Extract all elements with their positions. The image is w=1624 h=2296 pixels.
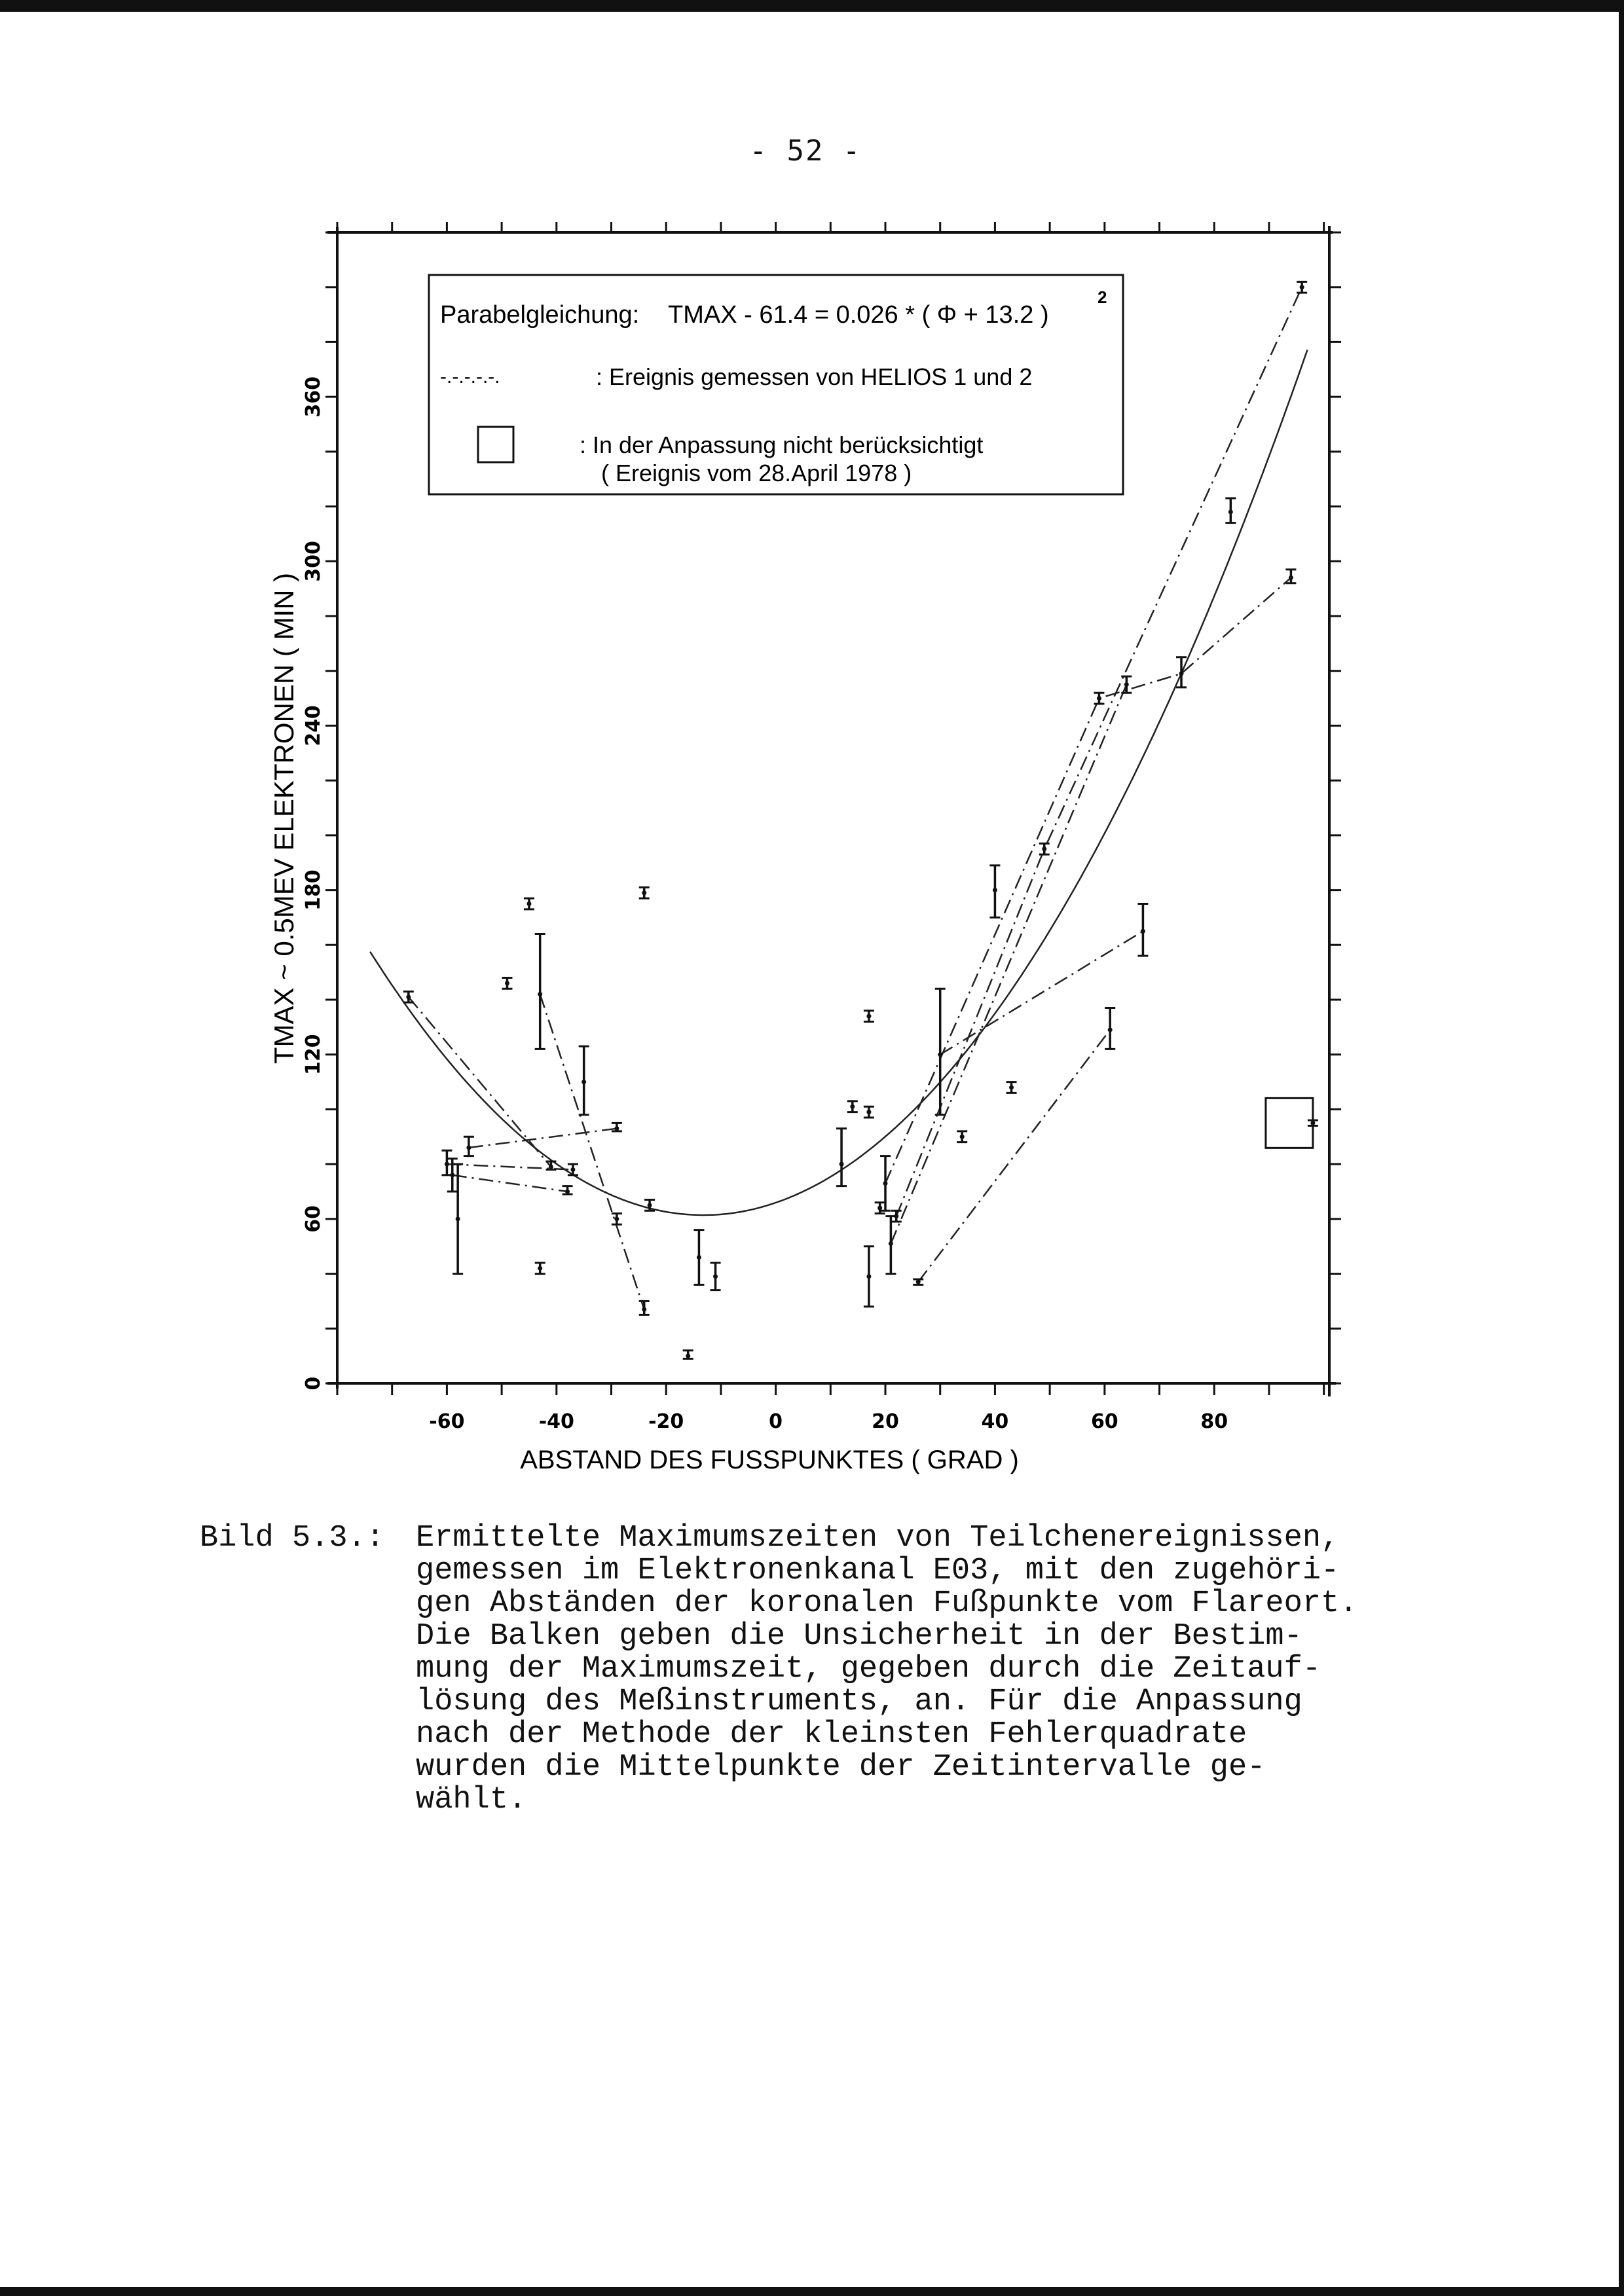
excluded-point-box: [1266, 1098, 1313, 1148]
data-point: [993, 888, 997, 892]
caption-line: Die Balken geben die Unsicherheit in der Bestim-: [416, 1619, 1302, 1654]
data-point: [445, 1162, 449, 1167]
y-tick-label: 240: [302, 705, 325, 746]
error-bar: [441, 1150, 452, 1175]
data-point: [894, 1214, 898, 1218]
error-bar: [885, 1216, 896, 1274]
caption-text: [416, 1522, 1357, 1817]
data-point: [938, 1052, 942, 1057]
error-bar: [639, 887, 650, 898]
data-point: [866, 1274, 871, 1279]
caption-label: Bild 5.3.:: [200, 1521, 385, 1556]
data-point: [538, 1266, 542, 1271]
error-bar: [864, 1106, 874, 1118]
error-bar: [535, 934, 545, 1049]
error-bar: [1094, 693, 1104, 704]
data-point: [1108, 1028, 1113, 1032]
data-point: [960, 1135, 965, 1139]
legend: [429, 275, 1123, 494]
x-tick-label: 20: [872, 1410, 899, 1433]
y-tick-label: 120: [302, 1034, 325, 1076]
legend-box-text-1: : In der Anpassung nicht berücksichtigt: [580, 431, 984, 458]
data-point: [456, 1216, 460, 1221]
caption-line: gemessen im Elektronenkanal E03, mit den zugehöri-: [416, 1554, 1340, 1588]
event-line: [409, 997, 551, 1167]
x-tick-label: -40: [538, 1410, 574, 1433]
error-bar: [535, 1263, 545, 1274]
x-tick-label: 0: [769, 1410, 783, 1433]
data-point: [614, 1126, 619, 1131]
x-tick-label: -60: [429, 1410, 465, 1433]
caption-line: Ermittelte Maximumszeiten von Teilchenereignissen,: [416, 1521, 1340, 1556]
legend-box-text-2: ( Ereignis vom 28.April 1978 ): [601, 460, 912, 486]
legend-dashdot-text: : Ereignis gemessen von HELIOS 1 und 2: [596, 363, 1033, 390]
error-bar: [1297, 282, 1307, 293]
legend-equation-label: Parabelgleichung:: [440, 301, 640, 329]
caption-line: nach der Methode der kleinsten Fehlerquadrate: [416, 1717, 1247, 1752]
error-bar: [464, 1137, 474, 1156]
data-point: [1097, 696, 1101, 701]
event-line: [469, 1129, 617, 1148]
data-point: [686, 1354, 690, 1358]
data-point: [1300, 285, 1304, 289]
data-point: [505, 981, 509, 985]
data-point: [450, 1173, 454, 1177]
page-number: - 52 -: [749, 134, 862, 168]
y-tick-label: 0: [302, 1376, 325, 1391]
legend-exponent: 2: [1098, 287, 1107, 307]
event-line: [940, 931, 1143, 1054]
y-tick-label: 60: [302, 1205, 325, 1233]
x-tick-label: 40: [981, 1410, 1009, 1433]
legend-equation: TMAX - 61.4 = 0.026 * ( Φ + 13.2 ): [668, 301, 1049, 329]
data-point: [883, 1181, 888, 1186]
axis-labels: [268, 573, 1019, 1474]
event-line: [540, 994, 644, 1309]
data-point: [406, 994, 411, 999]
error-bar: [612, 1123, 622, 1131]
error-bar: [502, 978, 512, 989]
event-line: [891, 685, 1126, 1244]
data-point: [850, 1104, 855, 1109]
error-bar: [1006, 1082, 1017, 1093]
error-bar: [913, 1279, 923, 1285]
error-bar: [1225, 498, 1236, 523]
data-point: [642, 890, 646, 895]
data-point: [877, 1206, 882, 1211]
data-point: [526, 902, 531, 906]
data-point: [1179, 671, 1184, 676]
error-bar: [1105, 1008, 1115, 1049]
data-point: [614, 1216, 619, 1221]
x-tick-label: 60: [1090, 1410, 1118, 1433]
caption-line: mung der Maximumszeit, gegeben durch die Zeitauf-: [416, 1652, 1321, 1686]
error-bar: [875, 1203, 885, 1214]
error-bar: [563, 1186, 573, 1195]
data-point: [916, 1280, 921, 1285]
error-bar: [693, 1230, 704, 1285]
error-bar: [957, 1131, 967, 1142]
caption-line: gen Abständen der koronalen Fußpunkte vom Flareort.: [416, 1586, 1358, 1621]
data-point: [581, 1080, 586, 1084]
x-axis-label: ABSTAND DES FUSSPUNKTES ( GRAD ): [520, 1446, 1019, 1474]
caption-line: wählt.: [416, 1783, 527, 1817]
data-point: [1289, 575, 1293, 580]
error-bar: [864, 1011, 874, 1022]
event-line: [452, 1175, 568, 1192]
error-bar: [710, 1263, 721, 1290]
data-point: [642, 1307, 646, 1311]
error-bar: [847, 1101, 858, 1112]
error-bar: [612, 1213, 622, 1224]
y-axis-label: TMAX ~ 0.5MEV ELEKTRONEN ( MIN ): [268, 572, 299, 1065]
error-bar: [1039, 843, 1050, 854]
data-point: [889, 1241, 893, 1246]
error-bar: [452, 1164, 463, 1273]
legend-dashdot-symbol: -.-.-.-.-.: [440, 366, 500, 388]
data-point: [648, 1203, 652, 1207]
x-tick-label: -20: [648, 1410, 684, 1433]
event-line: [918, 1030, 1110, 1282]
error-bar: [864, 1247, 874, 1307]
error-bar: [639, 1301, 650, 1315]
data-point: [1124, 682, 1129, 687]
scan-border-bottom: [0, 2287, 1624, 2296]
data-point: [1228, 509, 1233, 514]
excluded-marker: [1266, 1098, 1313, 1148]
y-tick-label: 360: [302, 376, 325, 418]
caption-line: wurden die Mittelpunkte der Zeitintervalle ge-: [416, 1750, 1266, 1785]
event-line: [885, 577, 1291, 1183]
data-point: [866, 1110, 871, 1114]
data-point: [565, 1190, 570, 1194]
data-point: [840, 1162, 844, 1167]
x-tick-label: 80: [1200, 1410, 1228, 1433]
data-point: [866, 1014, 871, 1019]
data-point: [713, 1274, 718, 1279]
error-bar: [1137, 904, 1148, 957]
error-bar: [524, 898, 534, 909]
caption-line: lösung des Meßinstruments, an. Für die Anpassung: [416, 1685, 1302, 1719]
y-tick-label: 300: [302, 540, 325, 582]
error-bar: [579, 1046, 589, 1115]
data-point: [697, 1255, 701, 1260]
error-bar: [836, 1129, 847, 1186]
y-tick-label: 180: [302, 869, 325, 911]
data-point: [1042, 847, 1046, 851]
data-point: [570, 1167, 575, 1172]
error-bar: [568, 1164, 578, 1175]
error-bar: [683, 1351, 693, 1359]
error-bar: [989, 866, 1000, 918]
data-point: [466, 1146, 471, 1150]
data-point: [538, 992, 542, 996]
data-point: [1141, 929, 1145, 934]
data-point: [1009, 1085, 1014, 1089]
data-point: [549, 1165, 553, 1169]
error-bar: [1121, 676, 1132, 693]
